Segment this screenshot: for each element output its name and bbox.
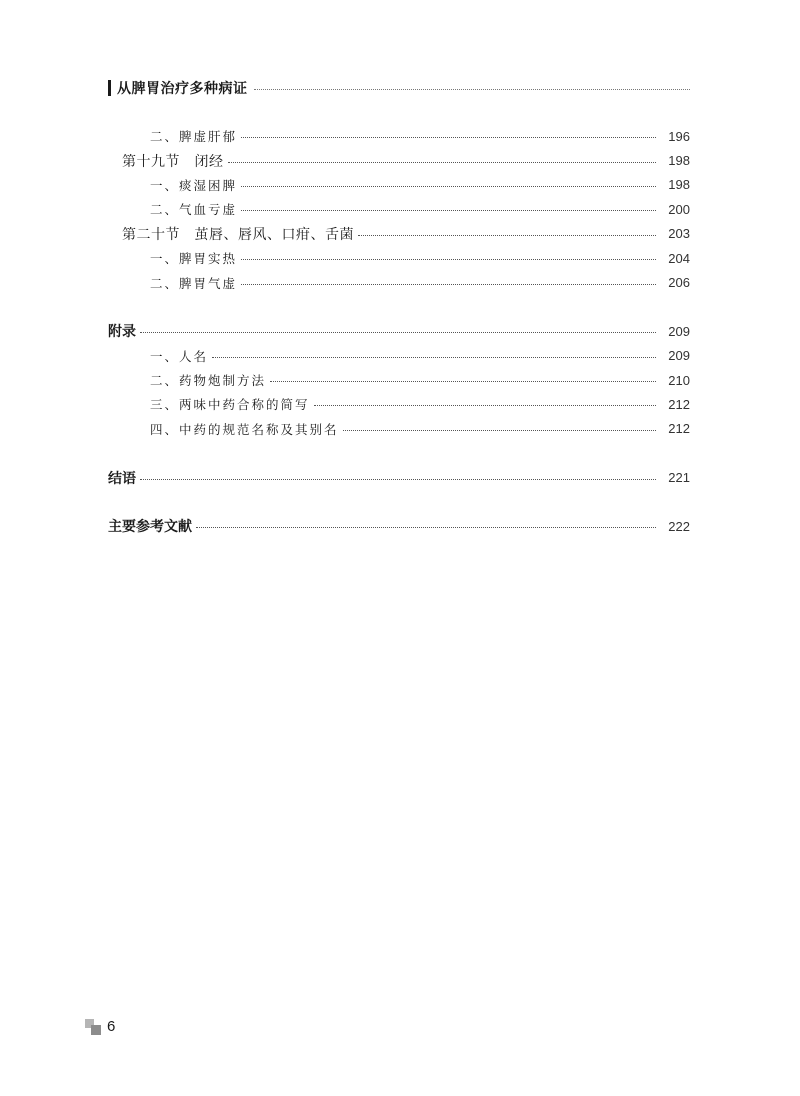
dot-leader xyxy=(241,186,656,187)
toc-chapter-conclusion[interactable] xyxy=(108,465,690,489)
header-bar-icon xyxy=(108,80,111,96)
dot-leader xyxy=(241,259,656,260)
toc-chapter-page: 209 xyxy=(668,323,690,339)
toc-entry[interactable] xyxy=(108,392,690,416)
toc-entry-page: 212 xyxy=(668,396,690,412)
toc-entry[interactable] xyxy=(108,197,690,221)
toc-section-label: 第十九节 闭经 xyxy=(122,153,224,170)
toc-section-page: 203 xyxy=(668,226,690,242)
dot-leader xyxy=(241,284,656,285)
toc-chapter-label: 附录 xyxy=(108,324,136,341)
toc-entry-page: 210 xyxy=(668,372,690,388)
toc-entry-label: 一、脾胃实热 xyxy=(150,251,238,267)
toc-entry[interactable] xyxy=(108,173,690,197)
dot-leader xyxy=(343,430,656,431)
toc-entry-page: 209 xyxy=(668,348,690,364)
toc-chapter-label: 结语 xyxy=(108,470,136,487)
toc-chapter-references[interactable] xyxy=(108,514,690,538)
dot-leader xyxy=(241,210,656,211)
dot-leader xyxy=(241,137,656,138)
toc-section[interactable] xyxy=(108,222,690,246)
toc-entry-label: 一、人名 xyxy=(150,348,209,364)
toc-chapter-appendix[interactable] xyxy=(108,319,690,343)
dot-leader xyxy=(140,479,656,480)
toc-entry-page: 206 xyxy=(668,275,690,291)
dot-leader xyxy=(212,357,656,358)
toc-entry[interactable] xyxy=(108,246,690,270)
toc-entry-page: 212 xyxy=(668,421,690,437)
toc-entry-page: 198 xyxy=(668,177,690,193)
toc-entry[interactable] xyxy=(108,368,690,392)
toc-entry-page: 204 xyxy=(668,250,690,266)
toc-entry-page: 200 xyxy=(668,201,690,217)
dot-leader xyxy=(140,332,656,333)
toc-chapter-label: 主要参考文献 xyxy=(108,519,192,536)
running-header xyxy=(108,78,690,98)
toc-entry[interactable] xyxy=(108,417,690,441)
spacer xyxy=(108,295,690,319)
toc-entry-label: 二、脾虚肝郁 xyxy=(150,129,238,145)
header-title: 从脾胃治疗多种病证 xyxy=(117,81,248,97)
dot-leader xyxy=(270,381,656,382)
toc-entry-label: 二、脾胃气虚 xyxy=(150,275,238,291)
dot-leader xyxy=(358,235,656,236)
page-number: 6 xyxy=(107,1018,116,1035)
table-of-contents xyxy=(108,124,690,539)
header-dotted-rule xyxy=(254,89,691,90)
toc-entry[interactable] xyxy=(108,344,690,368)
page-footer xyxy=(85,1018,115,1035)
spacer xyxy=(108,490,690,514)
toc-section-label: 第二十节 茧唇、唇风、口疳、舌菌 xyxy=(122,226,354,243)
toc-entry-label: 四、中药的规范名称及其别名 xyxy=(150,421,339,437)
spacer xyxy=(108,441,690,465)
dot-leader xyxy=(196,527,656,528)
gray-squares-icon xyxy=(85,1019,101,1035)
dot-leader xyxy=(228,162,657,163)
toc-entry-label: 二、气血亏虚 xyxy=(150,202,238,218)
toc-section-page: 198 xyxy=(668,153,690,169)
toc-entry-label: 二、药物炮制方法 xyxy=(150,373,267,389)
toc-chapter-page: 221 xyxy=(668,470,690,486)
dot-leader xyxy=(314,405,656,406)
toc-entry-label: 一、痰湿困脾 xyxy=(150,177,238,193)
toc-chapter-page: 222 xyxy=(668,518,690,534)
toc-section[interactable] xyxy=(108,148,690,172)
toc-entry[interactable] xyxy=(108,124,690,148)
toc-entry[interactable] xyxy=(108,270,690,294)
toc-entry-page: 196 xyxy=(668,128,690,144)
toc-entry-label: 三、两味中药合称的简写 xyxy=(150,397,310,413)
